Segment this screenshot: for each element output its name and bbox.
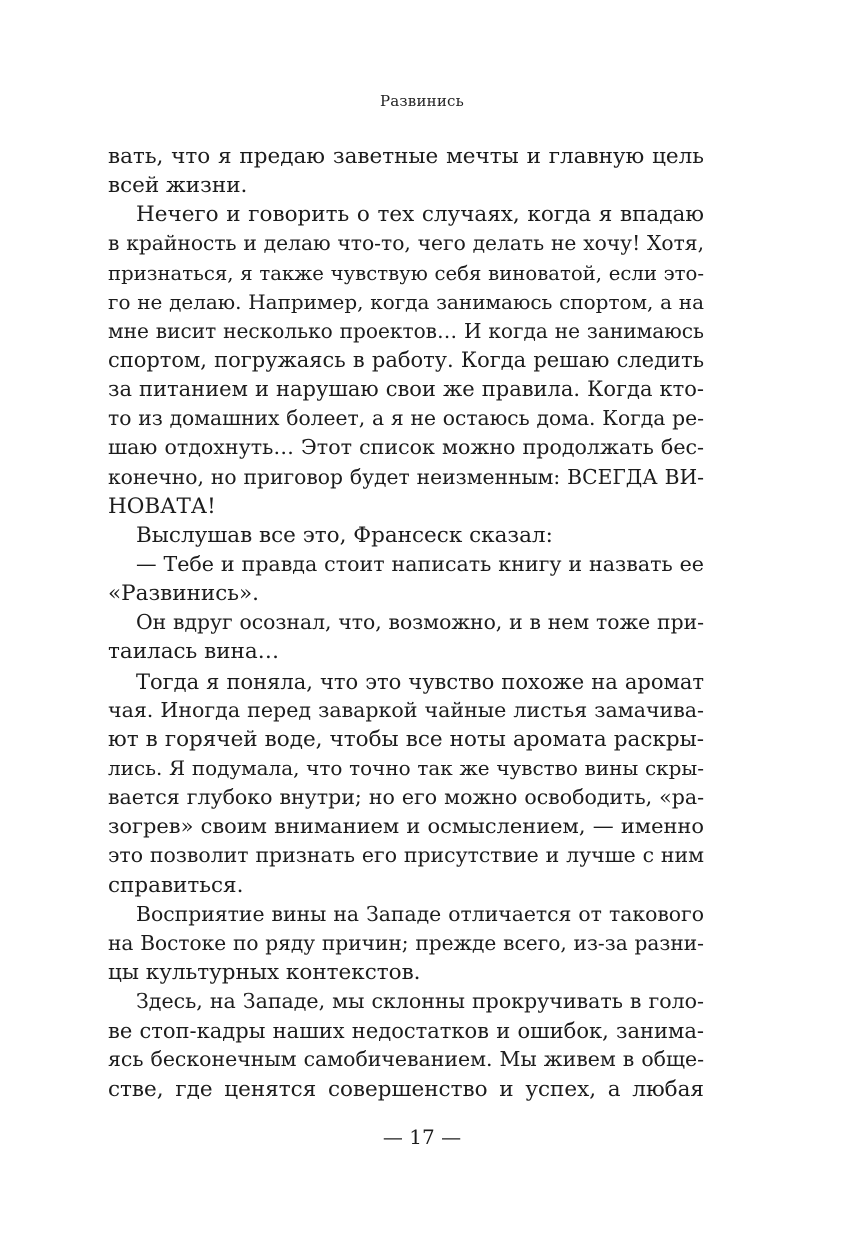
text-line: за питанием и нарушаю свои же правила. Когда кто- [108,377,704,402]
text-line: таилась вина… [108,639,280,665]
body-text [108,142,704,1104]
text-line: конечно, но приговор будет неизменным: ВСЕГДА ВИ- [108,464,704,489]
text-line: «Развинись». [108,581,259,607]
text-line: зогрев» своим вниманием и осмыслением, — именно [108,814,704,839]
text-line: всей жизни. [108,173,248,199]
text-line: на Востоке по ряду причин; прежде всего, из-за разни- [108,930,704,955]
text-line: НОВАТА! [108,493,216,519]
text-line: лись. Я подумала, что точно так же чувство вины скры- [108,755,704,780]
running-title: Развинись [379,92,465,110]
page-number: — 17 — [382,1125,462,1149]
text-line: Нечего и говорить о тех случаях, когда я впадаю [136,202,704,228]
text-line: вать, что я предаю заветные мечты и главную цель [108,144,704,169]
text-line: стве, где ценятся совершенство и успех, а любая [108,1076,704,1102]
text-line: Выслушав все это, Франсеск сказал: [136,522,553,548]
text-line: чая. Иногда перед заваркой чайные листья замачива- [108,697,704,722]
text-line: — Тебе и правда стоит написать книгу и назвать ее [136,551,704,576]
text-line: признаться, я также чувствую себя виноватой, если это- [108,261,704,285]
text-line: в крайность и делаю что-то, чего делать не хочу! Хотя, [108,231,704,256]
text-line: справиться. [108,872,244,898]
text-line: спортом, погружаясь в работу. Когда решаю следить [108,347,704,372]
text-line: это позволит признать его присутствие и лучше с ним [108,843,704,868]
text-line: Тогда я поняла, что это чувство похоже на аромат [136,668,704,694]
text-line: го не делаю. Например, когда занимаюсь спортом, а на [108,289,704,314]
text-line: ве стоп-кадры наших недостатков и ошибок, занима- [108,1018,704,1044]
text-line: мне висит несколько проектов… И когда не занимаюсь [108,318,704,343]
text-line: ют в горячей воде, чтобы все ноты аромата раскры- [108,726,704,752]
text-line: ясь бесконечным самобичеванием. Мы живем в обще- [108,1047,704,1072]
text-line: Здесь, на Западе, мы склонны прокручивать в голо- [136,989,704,1014]
text-line: вается глубоко внутри; но его можно освободить, «ра- [108,785,704,810]
text-line: Восприятие вины на Западе отличается от такового [136,901,704,926]
text-line: Он вдруг осознал, что, возможно, и в нем тоже при- [136,610,704,635]
text-line: цы культурных контекстов. [108,959,421,985]
text-line: шаю отдохнуть… Этот список можно продолжать бес- [108,435,704,460]
text-line: то из домашних болеет, а я не остаюсь дома. Когда ре- [108,406,704,431]
